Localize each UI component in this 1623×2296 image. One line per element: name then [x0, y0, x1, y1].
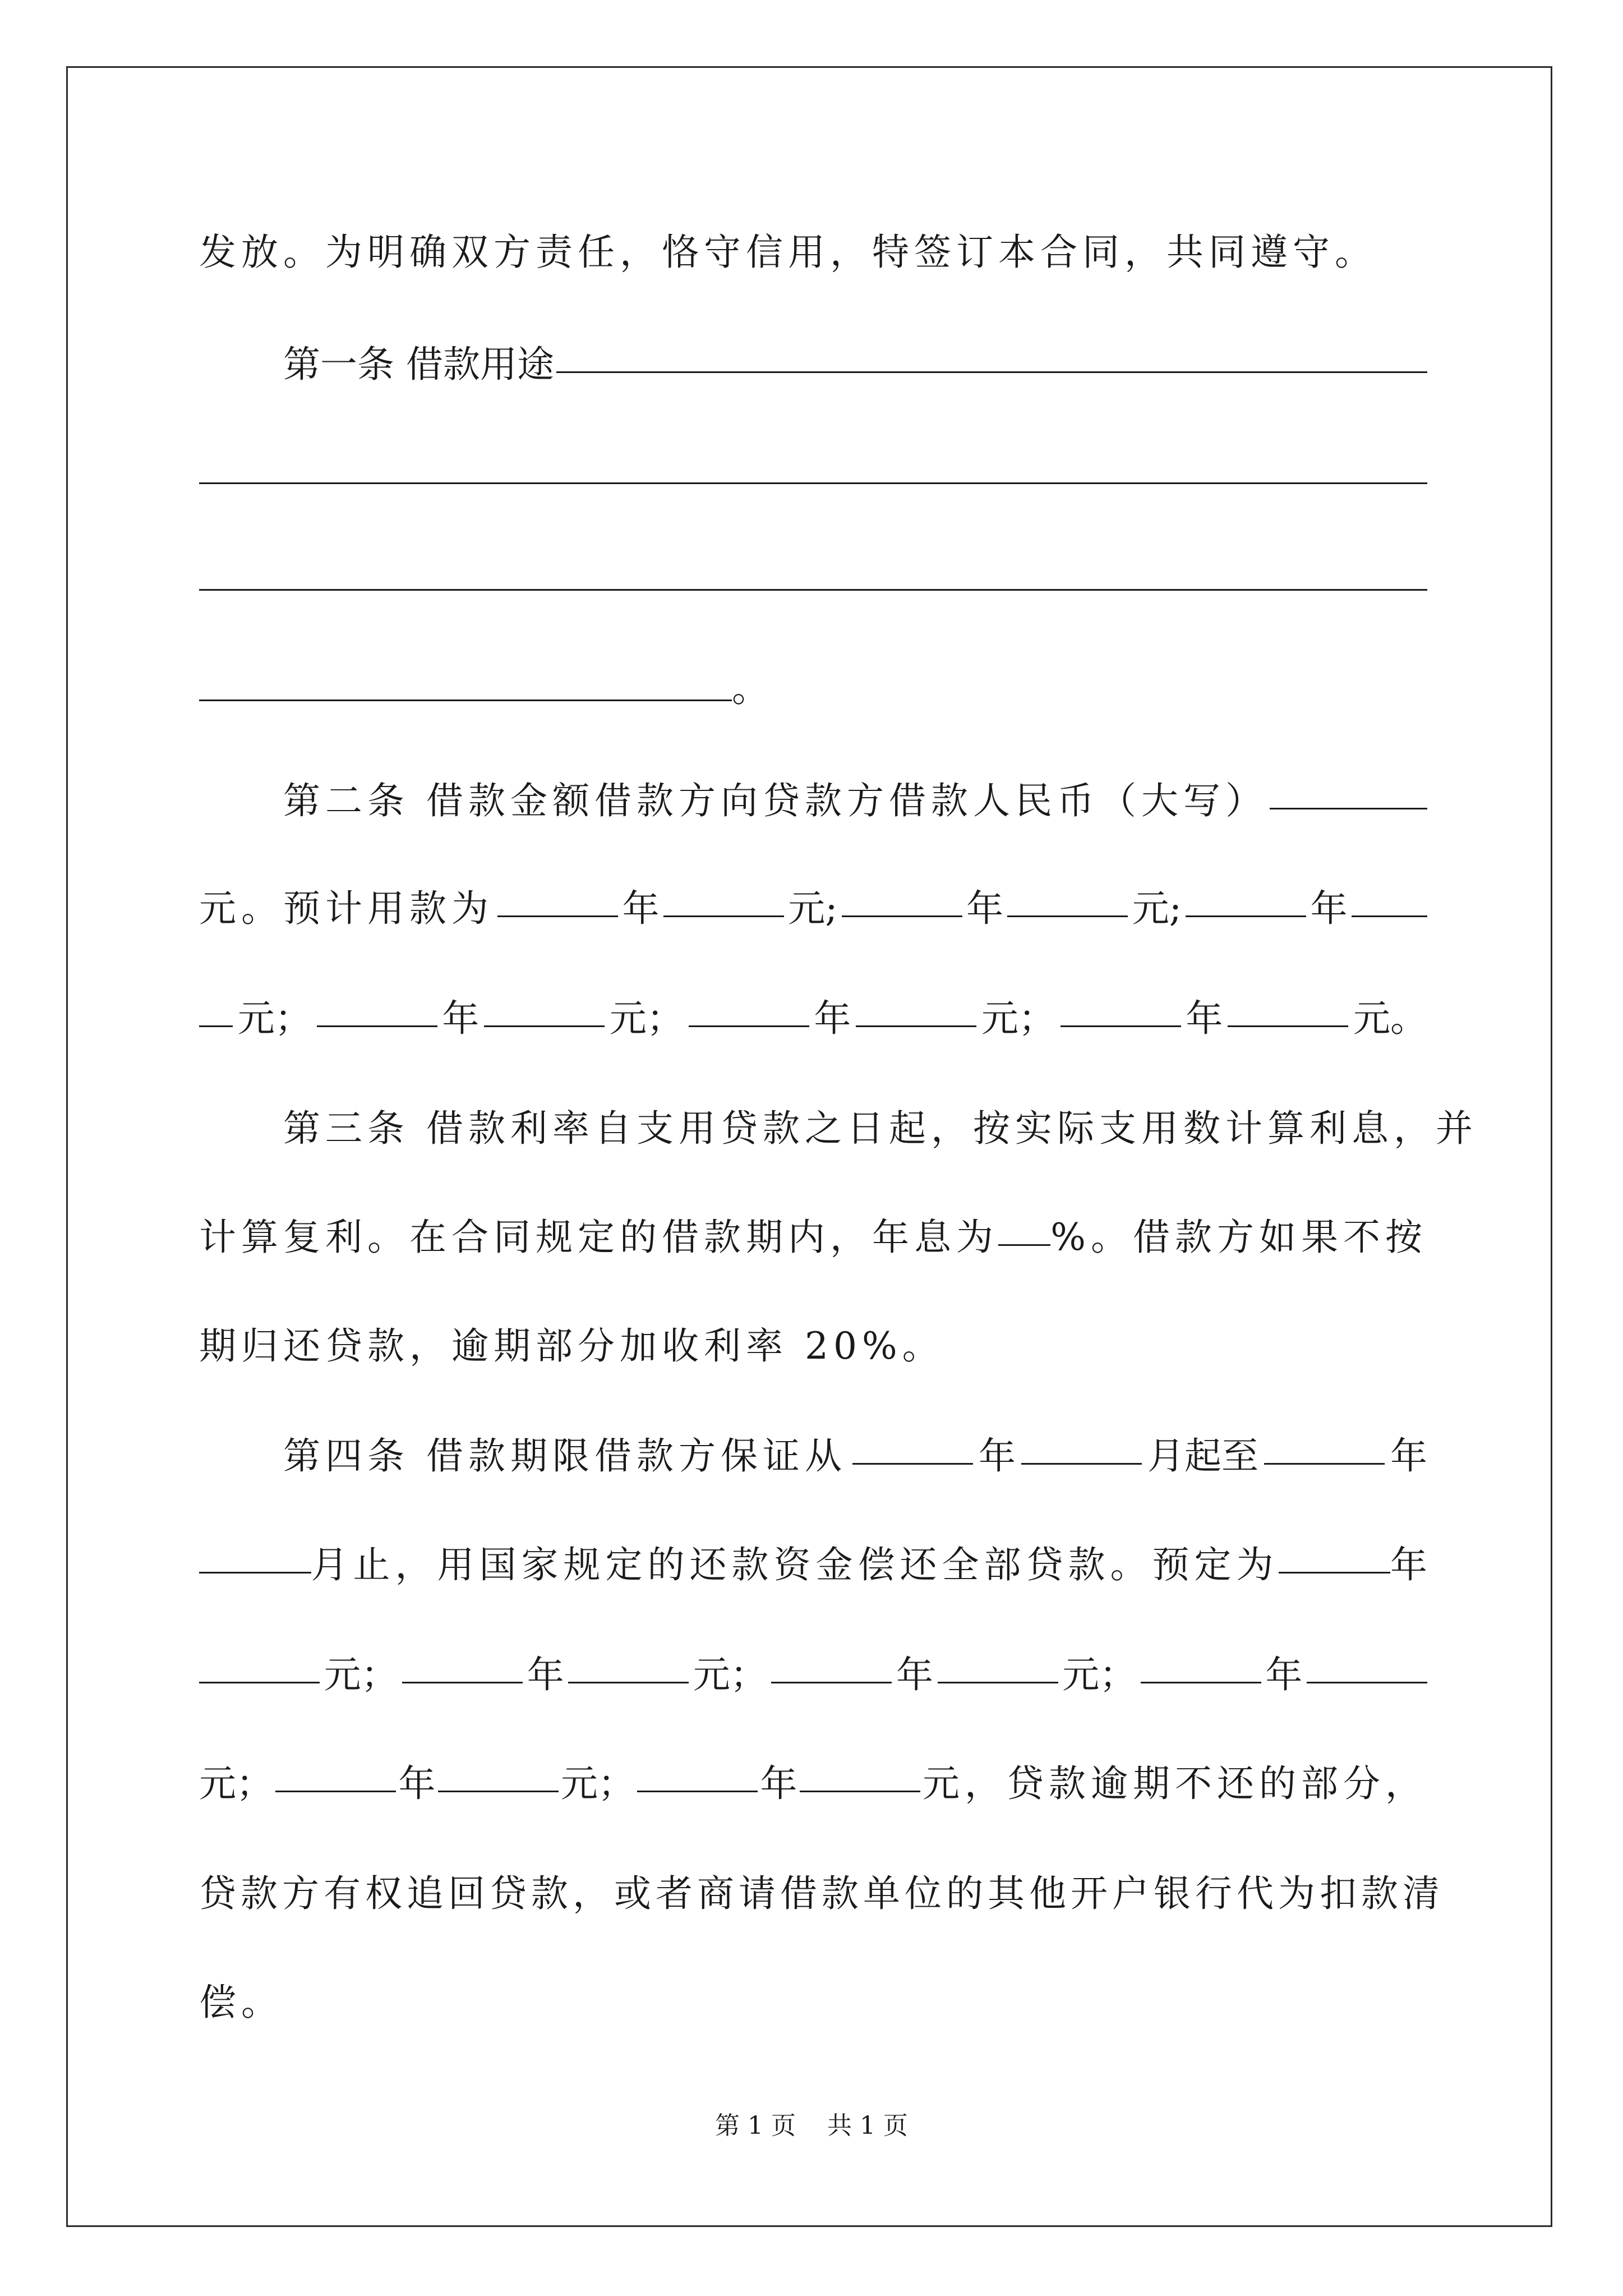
- fill-blank: [199, 1647, 320, 1683]
- text-segment: 元；: [324, 1653, 398, 1696]
- fill-blank: [663, 881, 784, 917]
- text-segment: 月止，用国家规定的还款资金偿还全部贷款。预定为: [311, 1543, 1279, 1586]
- text-segment: 元。预计用款为: [199, 887, 494, 930]
- fill-blank: [689, 991, 809, 1027]
- fill-blank: [852, 1428, 973, 1465]
- text-segment: 年: [1265, 1653, 1303, 1696]
- text-segment: 年: [978, 1434, 1016, 1478]
- text-segment: 发放。为明确双方责任，恪守信用，特签订本合同，共同遵守。: [199, 231, 1377, 274]
- text-segment: 年: [622, 887, 660, 930]
- paragraph-line: [199, 1756, 1427, 1812]
- text-segment: 元;: [788, 887, 838, 930]
- paragraph-line: [199, 1318, 1427, 1374]
- text-segment: 元；: [609, 997, 684, 1040]
- clause-4-heading: [283, 1428, 1427, 1484]
- text-segment: 年: [1186, 997, 1223, 1040]
- text-segment: 年: [896, 1653, 934, 1696]
- blank-line: [199, 448, 1427, 504]
- text-segment: 。: [732, 667, 769, 710]
- text-segment: 年: [1310, 887, 1348, 930]
- fill-blank: [568, 1647, 689, 1683]
- fill-blank: [199, 554, 1427, 591]
- fill-blank: [800, 1756, 920, 1792]
- text-segment: 月起至: [1147, 1434, 1258, 1478]
- text-segment: 年: [1390, 1434, 1427, 1478]
- blank-line: [199, 661, 1427, 717]
- text-segment: %。借款方如果不按: [1050, 1216, 1427, 1259]
- fill-blank: [771, 1647, 892, 1683]
- paragraph-line: [199, 1975, 1427, 2031]
- fill-blank: [497, 881, 618, 917]
- fill-blank: [199, 448, 1427, 484]
- text-segment: 元。: [1353, 997, 1427, 1040]
- fill-blank: [402, 1647, 523, 1683]
- text-segment: 元；: [237, 997, 312, 1040]
- fill-blank: [1352, 881, 1427, 917]
- clause-2-heading: [283, 773, 1427, 829]
- text-segment: 第三条 借款利率自支用贷款之日起，按实际支用数计算利息，并: [283, 1107, 1478, 1150]
- text-segment: 第四条 借款期限借款方保证从: [283, 1434, 847, 1478]
- text-segment: 元；: [693, 1653, 767, 1696]
- text-segment: 元；: [1062, 1653, 1137, 1696]
- paragraph-line: [199, 991, 1427, 1047]
- text-segment: 偿。: [199, 1981, 283, 2024]
- fill-blank: [1270, 773, 1427, 809]
- text-segment: 元;: [1132, 887, 1182, 930]
- paragraph-line: [199, 881, 1427, 937]
- fill-blank: [275, 1756, 396, 1792]
- fill-blank: [1228, 991, 1348, 1027]
- text-segment: 元；: [981, 997, 1055, 1040]
- fill-blank: [1021, 1428, 1142, 1465]
- text-segment: 年: [527, 1653, 564, 1696]
- text-segment: 年: [1390, 1543, 1427, 1586]
- fill-blank: [1264, 1428, 1385, 1465]
- clause-3-heading: [283, 1101, 1478, 1157]
- text-segment: 元；: [561, 1762, 635, 1805]
- fill-blank: [199, 665, 732, 701]
- text-segment: 年: [966, 887, 1004, 930]
- fill-blank: [637, 1756, 758, 1792]
- text-segment: 年: [398, 1762, 436, 1805]
- fill-blank: [317, 991, 437, 1027]
- fill-blank: [1061, 991, 1181, 1027]
- clause-1-heading: [283, 337, 1427, 393]
- fill-blank: [556, 337, 1427, 373]
- page-number-footer: 第 1 页 共 1 页: [715, 2111, 908, 2140]
- fill-blank: [199, 991, 233, 1027]
- fill-blank: [438, 1756, 559, 1792]
- text-segment: 年: [760, 1762, 797, 1805]
- fill-blank: [199, 1537, 311, 1573]
- text-segment: 第二条 借款金额借款方向贷款方借款人民币（大写）: [283, 779, 1267, 822]
- fill-blank: [484, 991, 605, 1027]
- fill-blank: [856, 991, 976, 1027]
- paragraph-line: [199, 1537, 1427, 1593]
- fill-blank: [1307, 1647, 1427, 1683]
- fill-blank: [998, 1209, 1050, 1246]
- fill-blank: [1279, 1537, 1391, 1573]
- text-segment: 元；: [199, 1762, 273, 1805]
- fill-blank: [1141, 1647, 1261, 1683]
- text-segment: 年: [814, 997, 851, 1040]
- text-segment: 计算复利。在合同规定的借款期内，年息为: [199, 1216, 998, 1259]
- blank-line: [199, 554, 1427, 610]
- text-segment: 期归还贷款，逾期部分加收利率 20%。: [199, 1324, 944, 1368]
- text-segment: 贷款方有权追回贷款，或者商请借款单位的其他开户银行代为扣款清: [199, 1872, 1444, 1915]
- fill-blank: [1007, 881, 1128, 917]
- paragraph-line: [199, 1647, 1427, 1703]
- text-segment: 元，贷款逾期不还的部分，: [923, 1762, 1427, 1805]
- fill-blank: [938, 1647, 1058, 1683]
- paragraph-line: [199, 1209, 1427, 1266]
- paragraph-line: [199, 224, 1427, 280]
- fill-blank: [842, 881, 962, 917]
- paragraph-line: [199, 1866, 1444, 1922]
- fill-blank: [1186, 881, 1306, 917]
- text-segment: 年: [442, 997, 479, 1040]
- text-segment: 第一条 借款用途: [283, 343, 554, 386]
